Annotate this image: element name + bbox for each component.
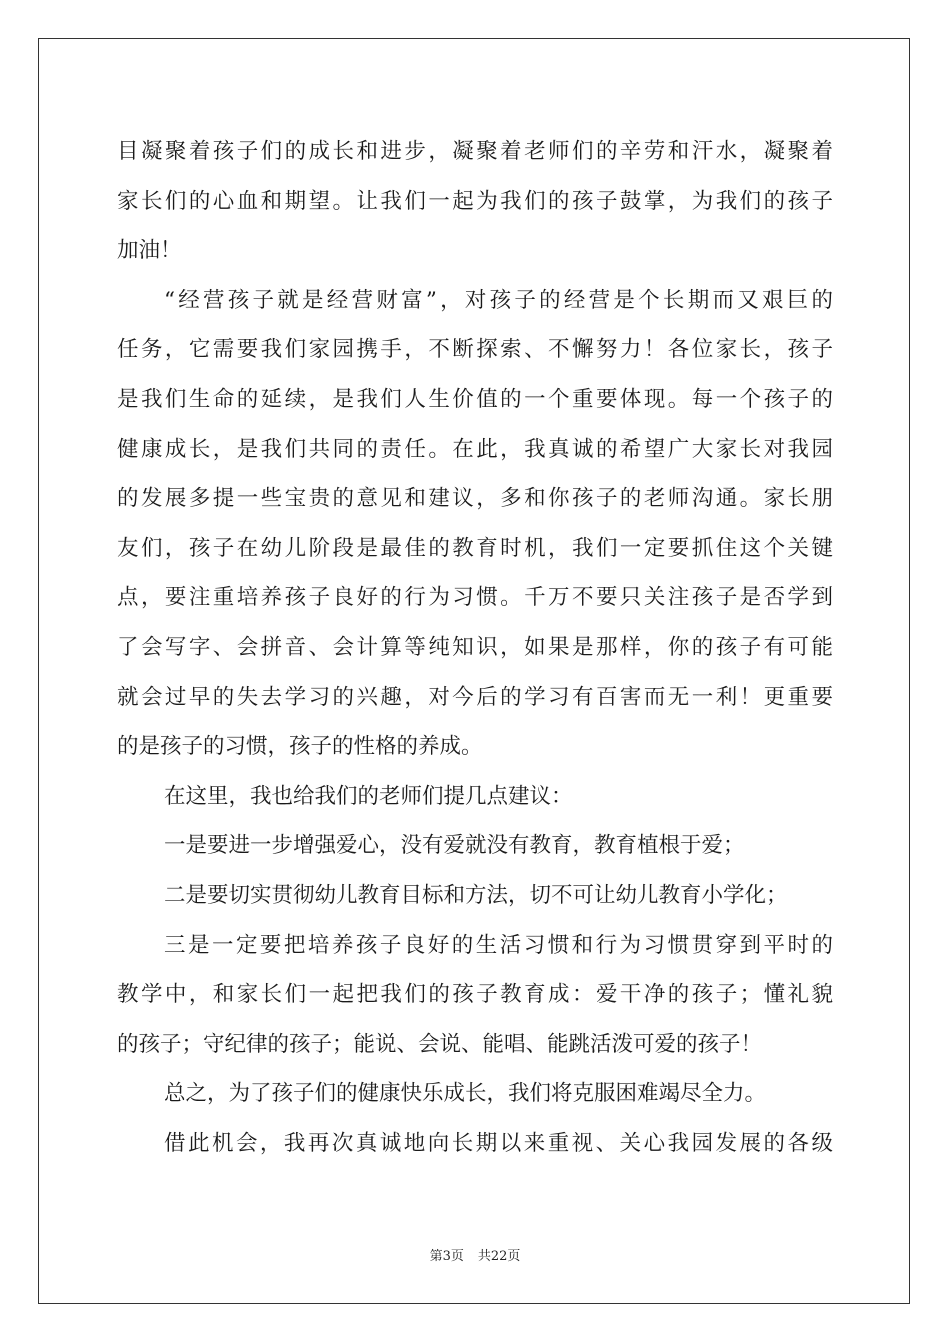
text-line: 的孩子；守纪律的孩子；能说、会说、能唱、能跳活泼可爱的孩子！ [117,1031,763,1057]
page-footer [0,1245,950,1264]
page-total: 共22页 [477,1249,521,1264]
paragraph-start-line: 二是要切实贯彻幼儿教育目标和方法，切不可让幼儿教育小学化； [164,882,788,908]
paragraph-start-line: 总之，为了孩子们的健康快乐成长，我们将克服困难竭尽全力。 [164,1081,767,1107]
text-line: 点，要注重培养孩子良好的行为习惯。千万不要只关注孩子是否学到 [117,585,833,611]
text-line: 目凝聚着孩子们的成长和进步，凝聚着老师们的辛劳和汗水，凝聚着 [117,139,833,164]
text-line: 教学中，和家长们一起把我们的孩子教育成：爱干净的孩子；懂礼貌 [117,982,833,1008]
text-line: 就会过早的失去学习的兴趣，对今后的学习有百害而无一利！更重要 [117,684,833,710]
text-line: 了会写字、会拼音、会计算等纯知识，如果是那样，你的孩子有可能 [117,634,833,660]
text-line: 是我们生命的延续，是我们人生价值的一个重要体现。每一个孩子的 [117,386,833,412]
page-number: 第3页 [429,1249,464,1264]
document-body [117,127,833,1168]
paragraph-start-line: 在这里，我也给我们的老师们提几点建议： [164,783,573,809]
paragraph-start-line: 一是要进一步增强爱心，没有爱就没有教育，教育植根于爱； [164,833,745,859]
paragraph-start-line: “经营孩子就是经营财富”，对孩子的经营是个长期而又艰巨的 [164,287,833,313]
text-line: 家长们的心血和期望。让我们一起为我们的孩子鼓掌，为我们的孩子 [117,188,833,214]
text-line: 的发展多提一些宝贵的意见和建议，多和你孩子的老师沟通。家长朋 [117,486,833,512]
text-line: 健康成长，是我们共同的责任。在此，我真诚的希望广大家长对我园 [117,436,833,462]
paragraph-start-line: 三是一定要把培养孩子良好的生活习惯和行为习惯贯穿到平时的 [164,932,833,958]
text-line: 加油！ [117,238,182,264]
text-line: 的是孩子的习惯，孩子的性格的养成。 [117,734,483,760]
paragraph-start-line: 借此机会，我再次真诚地向长期以来重视、关心我园发展的各级 [164,1130,833,1156]
text-line: 任务，它需要我们家园携手，不断探索、不懈努力！各位家长，孩子 [117,337,833,363]
text-line: 友们，孩子在幼儿阶段是最佳的教育时机，我们一定要抓住这个关键 [117,535,833,561]
